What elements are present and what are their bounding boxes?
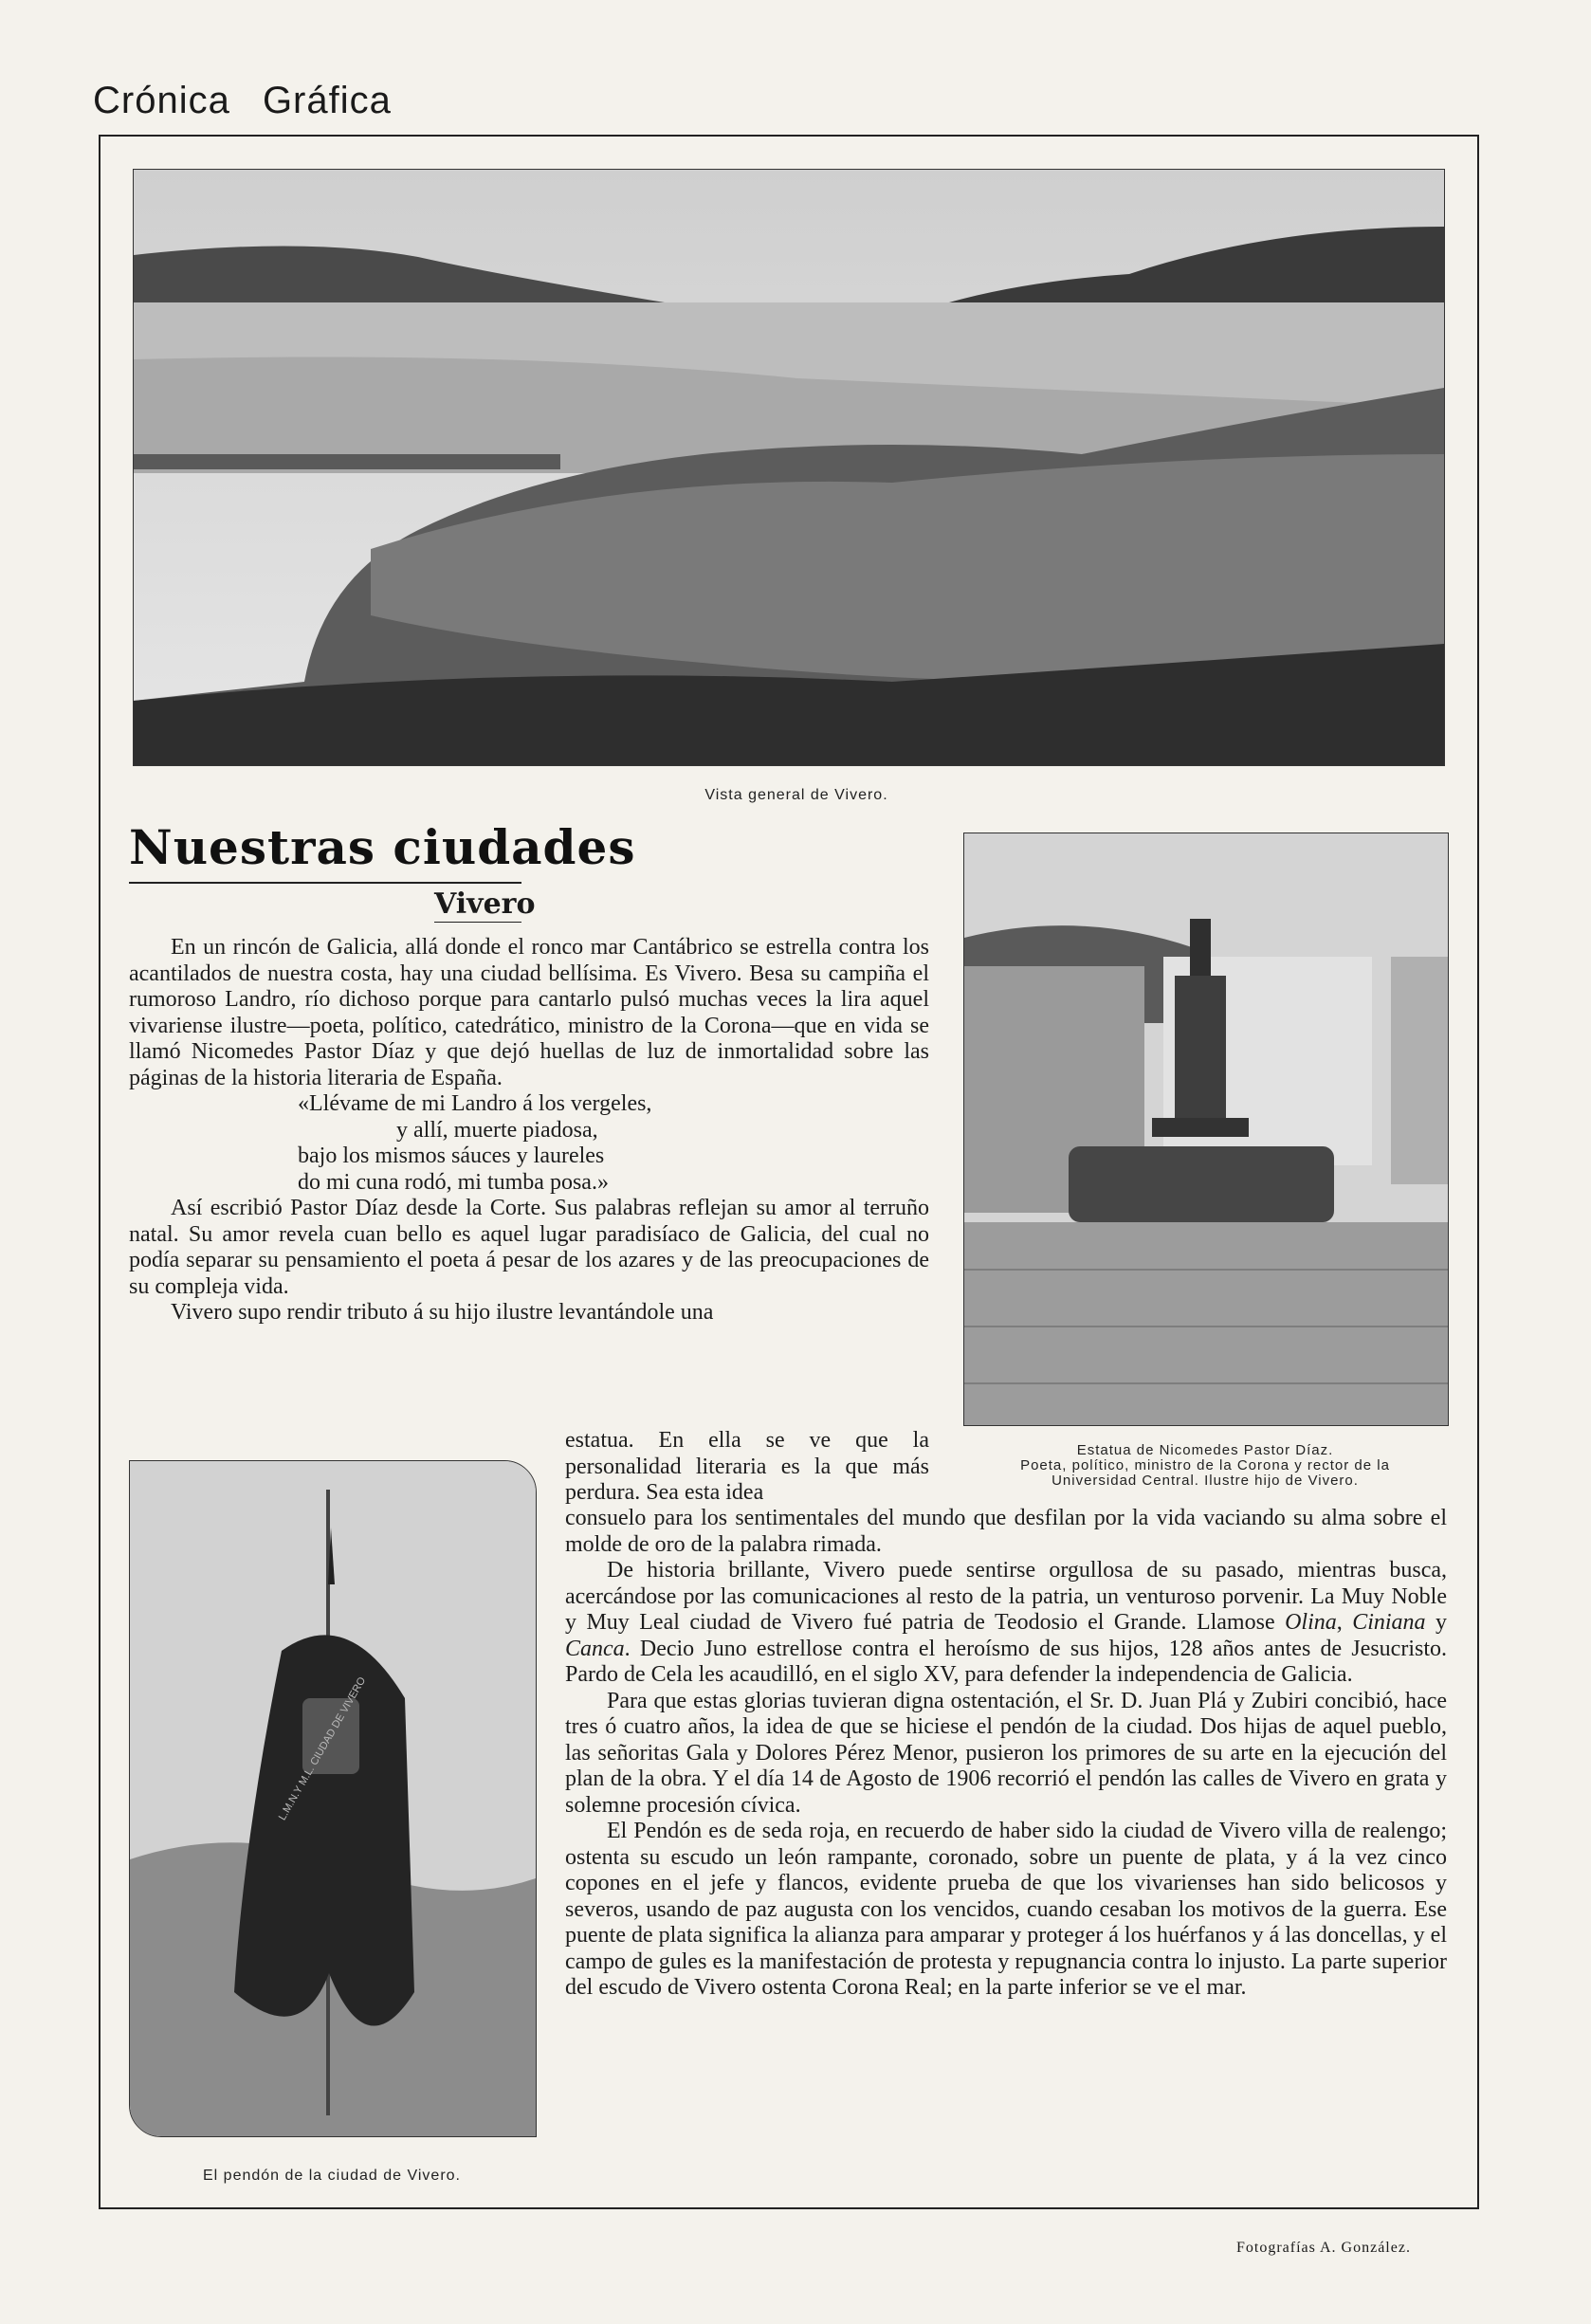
- paragraph-3a: Vivero supo rendir tributo á su hijo ilustre levantándole una: [171, 1300, 714, 1325]
- p4-name-ciniana: Ciniana: [1352, 1610, 1426, 1635]
- p4-part-4: . Decio Juno estrellose contra el heroísmo de sus hijos, 128 años antes de Jesucristo. Pardo de Cela les acaudilló, en el siglo XV, para defender la independencia de Galicia.: [565, 1636, 1447, 1687]
- article-body-right: [565, 1506, 1447, 2002]
- headline-rule: [129, 882, 521, 884]
- caption-pendon: El pendón de la ciudad de Vivero.: [203, 2168, 461, 2184]
- caption-statue-line2: Poeta, político, ministro de la Corona y rector de la: [1020, 1457, 1390, 1473]
- subhead-rule: [434, 922, 521, 923]
- p4-part-2: ,: [1336, 1610, 1353, 1635]
- paragraph-3b: estatua. En ella se ve que la personalidad literaria es la que más perdura. Sea esta idea: [565, 1428, 929, 1505]
- verse-line-3: bajo los mismos sáuces y laureles: [298, 1144, 605, 1168]
- paragraph-6: El Pendón es de seda roja, en recuerdo de haber sido la ciudad de Vivero villa de realengo; ostenta su escudo un león rampante, coronado, sobre un puente de plata, y á la vez cinco copones en el jefe y flancos, evidente prueba de que los vivarienses han sido belicosos y severos, usando de paz augusta con los vencidos, cuando cesaban los motivos de la guerra. Ese puente de plata significa la alianza para amparar y proteger á los huérfanos y á las doncellas, y el campo de gules es la manifestación de protesta y repugnancia contra lo injusto. La parte superior del escudo de Vivero ostenta Corona Real; en la parte inferior se ve el mar.: [565, 1819, 1447, 2000]
- p4-name-olina: Olina: [1285, 1610, 1337, 1635]
- paragraph-5: Para que estas glorias tuvieran digna ostentación, el Sr. D. Juan Plá y Zubiri concibió, hace tres ó cuatro años, la idea de que se hiciese el pendón de la ciudad. Dos hijas de aquel pueblo, las señoritas Gala y Dolores Pérez Menor, pusieron los primores de su arte en la ejecución del plan de la obra. Y el día 14 de Agosto de 1906 recorrió el pendón las calles de Vivero en grata y solemne procesión cívica.: [565, 1688, 1447, 1818]
- caption-statue-line1: Estatua de Nicomedes Pastor Díaz.: [1076, 1442, 1334, 1458]
- caption-statue: [963, 1443, 1447, 1489]
- caption-statue-line3: Universidad Central. Ilustre hijo de Vivero.: [1052, 1473, 1359, 1489]
- paragraph-3c: consuelo para los sentimentales del mundo que desfilan por la vida vaciando su alma sobre el molde de oro de la palabra rimada.: [565, 1506, 1447, 1557]
- flag-inscription: L.M.N.Y M.L. CIUDAD DE VIVERO: [276, 1674, 369, 1822]
- article-body-narrow: [565, 1428, 929, 1507]
- paragraph-4: [565, 1558, 1447, 1689]
- verse-line-2: y allí, muerte piadosa,: [396, 1117, 598, 1143]
- paragraph-1: En un rincón de Galicia, allá donde el ronco mar Cantábrico se estrella contra los acantilados de nuestra costa, hay una ciudad bellísima. Es Vivero. Besa su campiña el rumoroso Landro, río dichoso porque para cantarlo pulsó muchas veces la lira aquel vivariense ilustre—poeta, político, catedrático, ministro de la Corona—que en vida se llamó Nicomedes Pastor Díaz y que dejó huellas de luz de inmortalidad sobre las páginas de la historia literaria de España.: [129, 935, 929, 1090]
- p4-part-3: y: [1425, 1610, 1448, 1635]
- headline: Nuestras ciudades: [129, 819, 636, 875]
- photo-statue: [963, 833, 1449, 1426]
- photo-panorama: [133, 169, 1445, 766]
- verse-block: [298, 1091, 929, 1196]
- subhead: Vivero: [434, 888, 536, 921]
- paragraph-2: Así escribió Pastor Díaz desde la Corte. Sus palabras reflejan su amor al terruño natal. Su amor revela cuan bello es aquel lugar paradisíaco de Galicia, del cual no podía separar su pensamiento el poeta á pesar de los azares y de las preocupaciones de su compleja vida.: [129, 1196, 929, 1299]
- p4-part-1: De historia brillante, Vivero puede sentirse orgullosa de su pasado, mientras busca, acercándose por las comunicaciones al resto de la patria, un venturoso porvenir. La Muy Noble y Muy Leal ciudad de Vivero fué patria de Teodosio el Grande. Llamose: [565, 1558, 1447, 1635]
- p4-name-canca: Canca: [565, 1636, 625, 1661]
- verse-line-4: do mi cuna rodó, mi tumba posa.»: [298, 1169, 609, 1195]
- photo-credit: Fotografías A. González.: [1236, 2240, 1411, 2256]
- article-body-top: [129, 935, 929, 1327]
- photo-pendon: [129, 1460, 537, 2137]
- verse-line-1: «Llévame de mi Landro á los vergeles,: [298, 1091, 652, 1116]
- masthead: Crónica Gráfica: [93, 80, 392, 121]
- caption-panorama: Vista general de Vivero.: [704, 787, 888, 803]
